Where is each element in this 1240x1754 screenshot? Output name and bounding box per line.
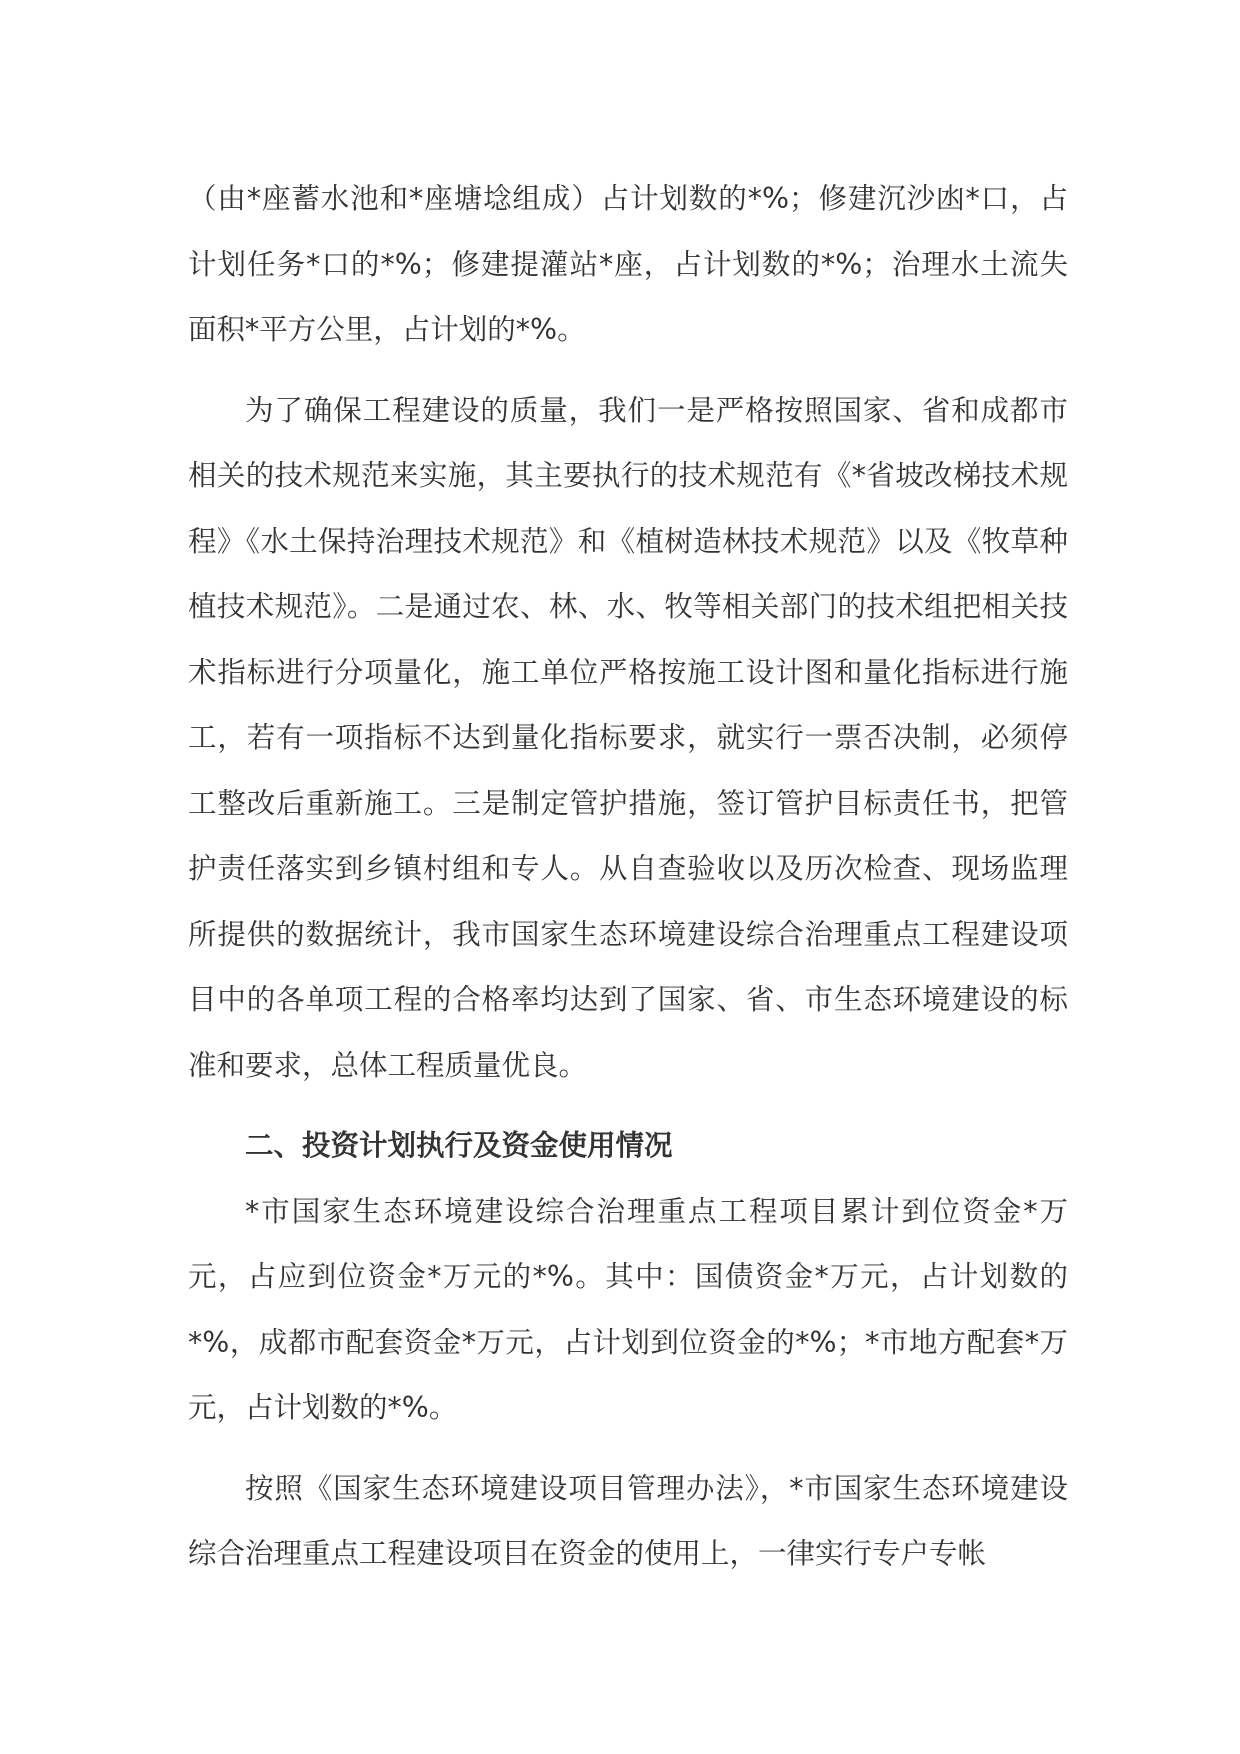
paragraph-2: 为了确保工程建设的质量，我们一是严格按照国家、省和成都市相关的技术规范来实施，其主要执行的技术规范有《*省坡改梯技术规程》《水土保持治理技术规范》和《植树造林技术规范》以及《牧草种植技术规范》。二是通过农、林、水、牧等相关部门的技术组把相关技术指标进行分项量化，施工单位严格按施工设计图和量化指标进行施工，若有一项指标不达到量化指标要求，就实行一票否决制，必须停工整改后重新施工。三是制定管护措施，签订管护目标责任书，把管护责任落实到乡镇村组和专人。从自查验收以及历次检查、现场监理所提供的数据统计，我市国家生态环境建设综合治理重点工程建设项目中的各单项工程的合格率均达到了国家、省、市生态环境建设的标准和要求，总体工程质量优良。	[188, 393, 1068, 1082]
document-body	[188, 166, 1068, 1587]
paragraph-3: *市国家生态环境建设综合治理重点工程项目累计到位资金*万元，占应到位资金*万元的*%。其中：国债资金*万元，占计划数的*%，成都市配套资金*万元，占计划到位资金的*%；*市地方配套*万元，占计划数的*%。	[188, 1194, 1068, 1424]
paragraph-1: （由*座蓄水池和*座塘埝组成）占计划数的*%；修建沉沙凼*口，占计划任务*口的*%；修建提灌站*座，占计划数的*%；治理水土流失面积*平方公里，占计划的*%。	[188, 182, 1068, 346]
section-heading: 二、投资计划执行及资金使用情况	[245, 1129, 673, 1162]
paragraph-4: 按照《国家生态环境建设项目管理办法》，*市国家生态环境建设综合治理重点工程建设项目在资金的使用上，一律实行专户专帐	[188, 1471, 1068, 1570]
